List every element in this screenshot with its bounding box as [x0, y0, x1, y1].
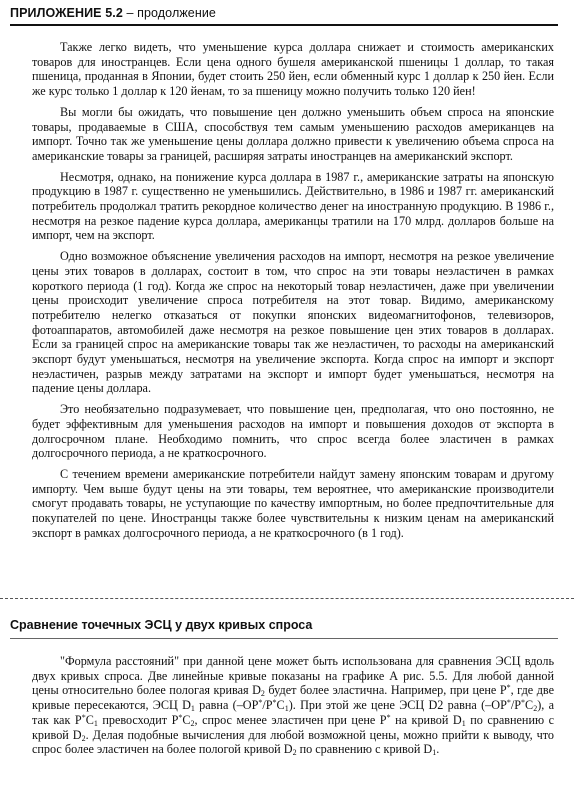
section-divider: [0, 598, 574, 600]
box-paragraph-2: Вы могли бы ожидать, что повышение цен должно уменьшить объем спроса на японские товары, продаваемые в США, способствуя тем самым уменьшению расходов американцев на импорт. Точно так же уменьшение цены доллара должно привести к увеличению объема спроса на американские товары за границей, расширяя затраты иностранцев на американский экспорт.: [32, 104, 554, 163]
appendix-title: ПРИЛОЖЕНИЕ 5.2: [10, 6, 123, 20]
box-paragraph-6: С течением времени американские потребители найдут замену японским товарам и другому импорту. Чем выше будут цены на эти товары, тем вероятнее, что американские производители смогут продавать товары, не уступающие по качеству импортным, но более предпочтительные для покупателей по цене. Иностранцы также более чувствительны к низким ценам на американский экспорт в рамках долгосрочного периода, а не краткосрочного (в 1 год).: [32, 466, 554, 540]
box-paragraph-3: Несмотря, однако, на понижение курса доллара в 1987 г., американские затраты на японскую продукцию в 1987 г. существенно не уменьшились. Действительно, в 1986 и 1987 гг. американский потребитель продолжал тратить рекордное количество денег на иностранную продукцию. В 1986 г., несмотря на резкое падение курса доллара, американцы тратили на 170 млрд. долларов больше на импорт, чем на экспорт.: [32, 169, 554, 243]
section-title: Сравнение точечных ЭСЦ у двух кривых спроса: [10, 618, 313, 632]
appendix-continuation: – продолжение: [122, 6, 216, 20]
appendix-header: [10, 6, 558, 20]
box-paragraph-5: Это необязательно подразумевает, что повышение цен, предполагая, что оно постоянно, не будет эффективным для уменьшения расходов на импорт и повышения доходов от экспорта в долгосрочном плане. Необходимо помнить, что спрос всегда более эластичен в рамках долгосрочного периода, а не краткосрочного.: [32, 402, 554, 461]
box-paragraph-1: Также легко видеть, что уменьшение курса доллара снижает и стоимость американских товаров для иностранцев. Если цена одного бушеля американской пшеницы 1 доллар, то такая пшеница, проданная в Японии, будет стоить 250 йен, если обменный курс 1 доллар к 250 йен. Если же курс только 1 доллар к 120 йенам, то за пшеницу можно получить только 120 йен!: [32, 40, 554, 99]
section-body: [10, 654, 558, 757]
section-title-rule: [10, 638, 558, 639]
appendix-box: [10, 28, 558, 580]
box-paragraph-4: Одно возможное объяснение увеличения расходов на импорт, несмотря на резкое увеличение цены этих товаров в долларах, состоит в том, что спрос на эти товары неэластичен в рамках короткого периода (1 год). Когда же спрос на некоторый товар неэластичен, даже при увеличении цены происходит увеличение спроса потребителя на этот товар. Видимо, американскому потребителю нелегко отказаться от покупки японских видеомагнитофонов, телевизоров, фотоаппаратов, автомобилей даже несмотря на резкое повышение цен этих товаров в долларах. Если за границей спрос на американские товары так же неэластичен, то расходы на американский экспорт будут уменьшаться, несмотря на увеличение экспорта. Когда спрос на импорт и экспорт неэластичен, разрыв между затратами на экспорт и импорт будет уменьшаться, несмотря на падение цены доллара.: [32, 249, 554, 396]
header-rule: [10, 24, 558, 26]
section-paragraph: "Формула расстояний" при данной цене может быть использована для сравнения ЭСЦ вдоль двух кривых спроса. Две линейные кривые показаны на графике А рис. 5.5. Для любой данной цены относительно более пологая кривая $D_2$ будет более эластична. Например, при цене P*, где две кривые пересекаются, ЭСЦ $D_1$ равна $(-OP^*/P^*C_1)$. При этой же цене ЭСЦ D2 равна $(-OP^*/P^*C_2)$, а так как $P^*C_1$ превосходит $P^*C_2$, спрос менее эластичен при цене P* на кривой $D_1$ по сравнению с кривой $D_2$. Делая подобные вычисления для любой возможной цены, можно прийти к выводу, что спрос более эластичен на более пологой кривой $D_2$ по сравнению с кривой $D_1$.: [32, 654, 555, 758]
